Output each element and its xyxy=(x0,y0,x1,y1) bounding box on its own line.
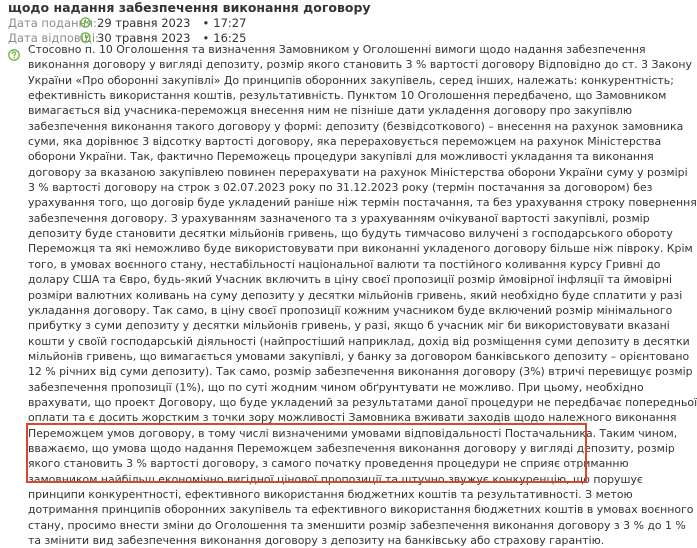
question-text-line: дотримання принципів оборонних закупівель та ефективного використання бюджетних коштів в умовах воєнного xyxy=(28,503,694,517)
question-text-line: урахування того, що договір буде укладений раніше ніж термін постачання, та без урахування строку повернення xyxy=(28,196,697,210)
question-text-line: стану, просимо внести зміни до Оголошення та зменшити розмір забезпечення виконання договору з 3 % до 1 % xyxy=(28,518,686,532)
question-text-line: забезпечення виконання такого договору у формі: депозиту (безвідсоткового) – внесення на рахунок замовника xyxy=(28,119,684,133)
question-text-line: та змінити вид забезпечення виконання договору з депозиту на банківську або страхову гарантію. xyxy=(28,534,605,547)
answered-date-separator: • xyxy=(202,30,210,45)
question-text-line: вимагається від учасника-переможця внесення ним не пізніше дати укладення договору про закупівлю xyxy=(28,104,633,118)
submitted-date-separator: • xyxy=(202,15,210,30)
submitted-date-row xyxy=(8,15,258,30)
question-text-line: 3 % вартості договору на строк з 02.07.2023 року по 31.12.2023 року (термін постачання за договором) без xyxy=(28,181,653,195)
question-text-line: договору за вказаною закупівлею повинен перерахувати на рахунок Міністерства оборони України суму у розмірі xyxy=(28,165,688,179)
question-text-line: оплати та є досить жорстким з точки зору можливості Замовника вживати заходів щодо належного виконання xyxy=(28,411,677,425)
answered-date-value: 30 травня 2023 xyxy=(97,30,191,45)
question-text-line: виконання договору у вигляді депозиту, розмір якого становить 3 % вартості договору Відповідно до ст. 3 Закону xyxy=(28,58,692,72)
question-text-line: кошти у своїй господарській діяльності (найпростіший наприклад, дохід від розміщення суми депозиту в десятки xyxy=(28,334,690,348)
question-text-line: Переможця та які неможливо буде використовувати при виконанні укладеного договору більше ніж півроку. Крім xyxy=(28,242,693,256)
question-text-line: того, в умовах воєнного стану, нестабільності національної валюти та постійного коливання курсу Гривні до xyxy=(28,257,661,271)
question-text-line: вважаємо, що умова щодо надання Переможцем забезпечення виконання договору у вигляді депозиту, розмір xyxy=(28,441,675,455)
submitted-date-label: Дата подання: xyxy=(8,15,97,30)
question-text-line: замовником найбільш економічно вигідної цінової пропозиції та штучно звужує конкуренцію, що порушує xyxy=(28,472,643,486)
question-text-line: укладання договору. Так само, в ціну своєї пропозиції кожним учасником буде включений розмір мінімального xyxy=(28,303,673,317)
question-text-line: забезпечення договору. З урахуванням зазначеного та з урахуванням очікуваної вартості закупівлі, розмір xyxy=(28,211,650,225)
question-text-line: забезпечення пропозиції (1%), що по суті жодним чином обґрунтувати не можливо. При цьому, необхідно xyxy=(28,380,644,394)
question-text-line: суми, яка дорівнює 3 відсотку вартості договору, яка перераховується переможцем на рахунок Міністерства xyxy=(28,135,662,149)
question-text-line: оборони України. Так, фактично Переможець процедури закупівлі для можливості укладання та виконання xyxy=(28,150,654,164)
question-text-line: депозиту буде становити десятки мільйонів гривень, що будуть тимчасово вилучені з господарського обороту xyxy=(28,227,673,241)
question-text-line: прибутку з суми депозиту у десятки мільйонів гривень, у разі, якщо б учасник міг би використовувати вказані xyxy=(28,319,670,333)
question-text-line: Переможцем умов договору, в тому числі визначеними умовами відповідальності Постачальника. Таким чином, xyxy=(28,426,678,440)
answered-date-label: Дата відповіді: xyxy=(8,30,99,45)
question-text-line: Стосовно п. 10 Оголошення та визначення Замовником у Оголошенні вимоги щодо надання забезпечення xyxy=(28,43,646,56)
question-text-line: принципи конкурентності, ефективного використання бюджетних коштів та результативності. З метою xyxy=(28,487,633,501)
page-title: щодо надання забезпечення виконання договору xyxy=(8,0,371,15)
question-text-line: долару США та Євро, будь-який Учасник включить в ціну своєї пропозиції розмір ймовірної інфляції та ймовірні xyxy=(28,273,672,287)
question-text-line: 12 % річних від суми депозиту). Так само, розмір забезпечення виконання договору (3%) втричі перевищує розмір xyxy=(28,365,693,379)
question-text-line: врахувати, що проект Договору, що буде укладений за результатами даної процедури не передбачає попередньої xyxy=(28,395,697,409)
question-text-line: України «Про оборонні закупівлі» До принципів оборонних закупівель, серед інших, належать: конкурентність; xyxy=(28,73,674,87)
clock-icon xyxy=(80,17,91,28)
question-circle-icon xyxy=(8,49,20,61)
question-text-line: розміри валютних коливань на суму депозиту у десятки мільйонів гривень, який необхідно буде сплатити у разі xyxy=(28,288,683,302)
question-text-line: мільйонів гривень, що вимагається умовами закупівлі, у банку за договором банківського депозиту – орієнтовано xyxy=(28,349,690,363)
question-text xyxy=(28,42,697,548)
question-text-line: якого становить 3 % вартості договору, з самого початку проведення процедури не сприяє отриманню xyxy=(28,457,629,471)
answered-time-value: 16:25 xyxy=(213,30,247,45)
submitted-date-value: 29 травня 2023 xyxy=(97,15,191,30)
submitted-time-value: 17:27 xyxy=(213,15,247,30)
question-text-line: ефективність використання коштів, результативність. Пунктом 10 Оголошення передбачено, що Замовником xyxy=(28,89,667,103)
